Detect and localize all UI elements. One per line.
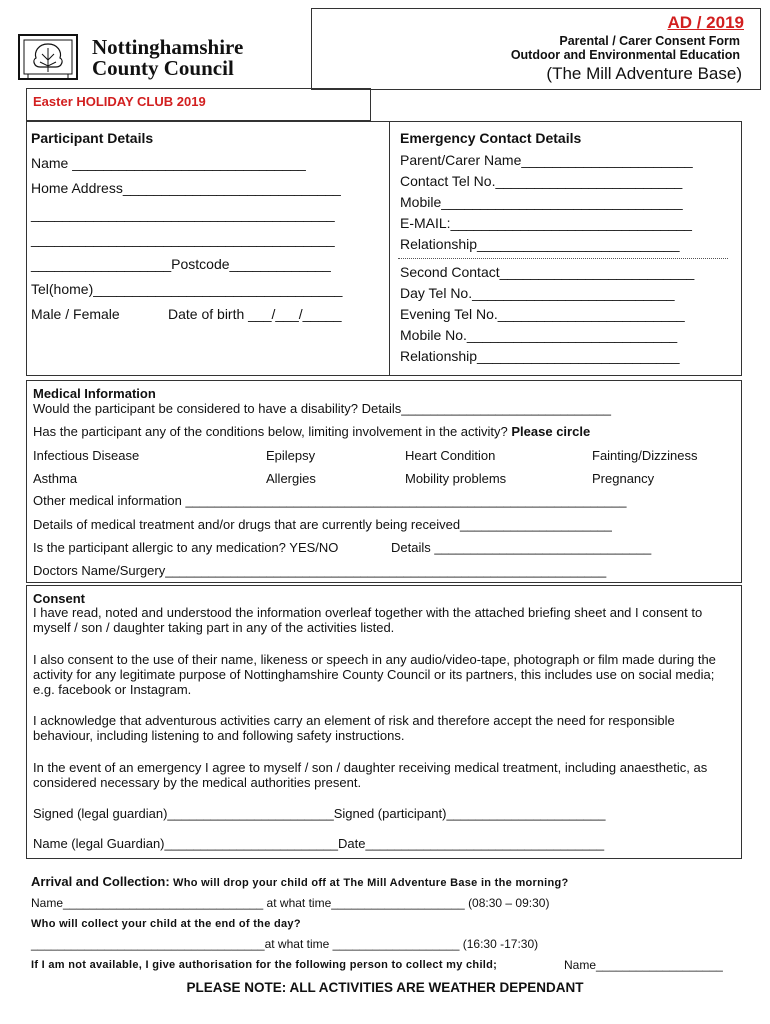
conditions-question-text: Has the participant any of the conditions below, limiting involvement in the activity?: [33, 424, 508, 439]
mobile2-field[interactable]: Mobile No.___________________________: [400, 327, 678, 343]
condition-option[interactable]: Mobility problems: [405, 471, 507, 486]
condition-option[interactable]: Pregnancy: [592, 471, 655, 486]
consent-paragraph-1: I have read, noted and understood the information overleaf together with the attached briefing sheet and I consent to myself / son / daughter taking part in any of the activities listed.: [33, 605, 703, 635]
signature-line[interactable]: Signed (legal guardian)_______________________Signed (participant)______________________: [33, 806, 606, 821]
weather-note: PLEASE NOTE: ALL ACTIVITIES ARE WEATHER DEPENDANT: [186, 980, 584, 995]
consent-heading: Consent: [33, 591, 85, 606]
day-tel-field[interactable]: Day Tel No.__________________________: [400, 285, 675, 301]
form-code: AD / 2019: [667, 13, 744, 32]
condition-option[interactable]: Epilepsy: [266, 448, 316, 463]
gender-options[interactable]: Male / Female: [31, 306, 120, 322]
guardian-name-date-line[interactable]: Name (legal Guardian)________________________Date_________________________________: [33, 836, 605, 851]
consent-paragraph-4: In the event of an emergency I agree to myself / son / daughter receiving medical treatment, including anaesthetic, as considered necessary by the medical authorities present.: [33, 760, 708, 790]
condition-option[interactable]: Infectious Disease: [33, 448, 140, 463]
relationship2-field[interactable]: Relationship__________________________: [400, 348, 680, 364]
form-title-line3: (The Mill Adventure Base): [546, 64, 742, 83]
date-of-birth-field[interactable]: Date of birth ___/___/_____: [168, 306, 342, 322]
authorised-name-field[interactable]: Name___________________: [564, 958, 723, 972]
arrival-heading: Arrival and Collection:: [31, 874, 170, 889]
other-medical-field[interactable]: Other medical information _____________________________________________________________: [33, 493, 627, 508]
participant-heading: Participant Details: [31, 130, 154, 146]
allergic-details-field[interactable]: Details ______________________________: [391, 540, 652, 555]
logo-line1: Nottinghamshire: [92, 35, 244, 59]
allergic-question[interactable]: Is the participant allergic to any medication? YES/NO: [33, 540, 339, 555]
parent-name-field[interactable]: Parent/Carer Name______________________: [400, 152, 693, 168]
evening-tel-field[interactable]: Evening Tel No.________________________: [400, 306, 685, 322]
form-title-line2: Outdoor and Environmental Education: [510, 48, 740, 62]
please-circle: Please circle: [511, 424, 591, 439]
collect-question: Who will collect your child at the end of the day?: [31, 918, 301, 930]
home-address-field[interactable]: Home Address____________________________: [31, 180, 341, 196]
arrival-heading-line: [31, 875, 569, 890]
council-logo: [18, 34, 78, 80]
dropoff-question: Who will drop your child off at The Mill Adventure Base in the morning?: [173, 877, 569, 889]
doctor-field[interactable]: Doctors Name/Surgery_____________________________________________________________: [33, 563, 607, 578]
second-contact-field[interactable]: Second Contact_________________________: [400, 264, 695, 280]
disability-field[interactable]: Would the participant be considered to have a disability? Details_____________________________: [33, 401, 611, 416]
medical-heading: Medical Information: [33, 386, 156, 401]
logo-line2: County Council: [92, 56, 234, 80]
consent-paragraph-2: I also consent to the use of their name, likeness or speech in any audio/video-tape, photograph or film made during the activity for any legitimate purpose of Nottinghamshire County Council or its partners, this includes use on social media; e.g. facebook or Instagram.: [33, 652, 716, 697]
relationship-field[interactable]: Relationship__________________________: [400, 236, 680, 252]
conditions-question: [33, 424, 590, 439]
condition-option[interactable]: Heart Condition: [405, 448, 496, 463]
postcode-field[interactable]: __________________Postcode_____________: [31, 256, 331, 272]
emergency-divider: [398, 258, 728, 259]
details-divider: [389, 121, 390, 376]
consent-paragraph-3: I acknowledge that adventurous activities carry an element of risk and therefore accept the need for responsible behaviour, including listening to and following safety instructions.: [33, 713, 675, 743]
dropoff-line[interactable]: Name______________________________ at what time____________________ (08:30 – 09:30): [31, 896, 550, 910]
form-title-line1: Parental / Carer Consent Form: [559, 34, 740, 48]
collect-line[interactable]: ___________________________________at what time ___________________ (16:30 -17:30): [31, 937, 539, 951]
emergency-heading: Emergency Contact Details: [400, 130, 582, 146]
address-line-3[interactable]: _______________________________________: [31, 231, 335, 247]
club-name: Easter HOLIDAY CLUB 2019: [33, 94, 206, 109]
email-field[interactable]: E-MAIL:_______________________________: [400, 215, 692, 231]
address-line-2[interactable]: _______________________________________: [31, 206, 335, 222]
council-emblem-icon: [18, 34, 78, 80]
condition-option[interactable]: Fainting/Dizziness: [592, 448, 698, 463]
home-tel-field[interactable]: Tel(home)________________________________: [31, 281, 343, 297]
condition-option[interactable]: Allergies: [266, 471, 316, 486]
participant-name-field[interactable]: Name ______________________________: [31, 155, 306, 171]
authorisation-text: If I am not available, I give authorisation for the following person to collect my child;: [31, 959, 498, 971]
condition-option[interactable]: Asthma: [33, 471, 78, 486]
treatment-field[interactable]: Details of medical treatment and/or drugs that are currently being received_____________________: [33, 517, 612, 532]
contact-tel-field[interactable]: Contact Tel No.________________________: [400, 173, 683, 189]
mobile-field[interactable]: Mobile_______________________________: [400, 194, 683, 210]
